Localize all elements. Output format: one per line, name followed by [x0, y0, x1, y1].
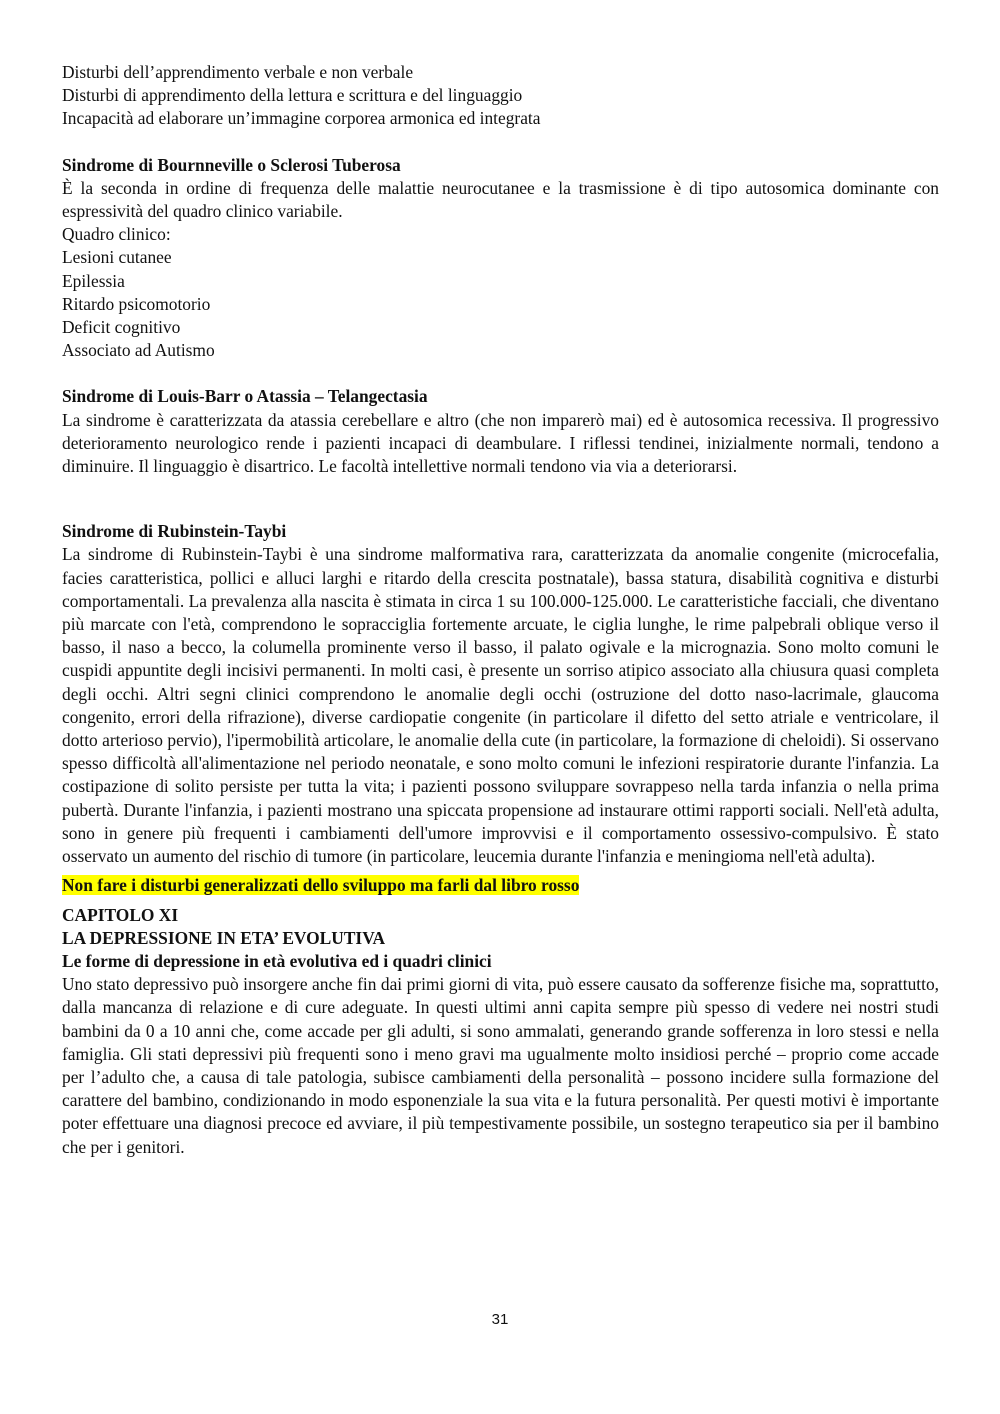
list-item: Associato ad Autismo: [62, 340, 215, 361]
list-item: Disturbi di apprendimento della lettura e scrittura e del linguaggio: [62, 85, 523, 106]
list-item: Deficit cognitivo: [62, 317, 181, 338]
section-heading: Sindrome di Bournneville o Sclerosi Tuberosa: [62, 154, 401, 175]
section-bourneville: [62, 154, 939, 363]
highlighted-note: Non fare i disturbi generalizzati dello sviluppo ma farli dal libro rosso: [62, 875, 580, 896]
page-number: 31: [491, 1311, 509, 1328]
section-chapter-xi: [62, 904, 939, 1159]
list-item: Lesioni cutanee: [62, 247, 172, 268]
section-heading: Sindrome di Rubinstein-Taybi: [62, 521, 287, 542]
section-heading: Sindrome di Louis-Barr o Atassia – Telangectasia: [62, 386, 428, 407]
list-item: Disturbi dell’apprendimento verbale e non verbale: [62, 62, 414, 82]
section-louis-barr: [62, 385, 939, 478]
section-paragraph: Uno stato depressivo può insorgere anche fin dai primi giorni di vita, può essere causato da sofferenze fisiche ma, soprattutto, dalla mancanza di relazione e di cure adeguate. In questi ultimi anni capita sempre più spesso di vedere nei nostri studi bambini da 0 a 10 anni che, come accade per gli adulti, si sono ammalati, generando grande sofferenza in loro stessi e nella famiglia. Gli stati depressivi più frequenti sono i meno gravi ma ugualmente molto insidiosi perché – proprio come accade per l’adulto che, a causa di tale patologia, subisce cambiamenti della personalità – possono incidere sulla formazione del carattere del bambino, condizionando in modo esponenziale la sua vita e la futura personalità. Per questi motivi è importante poter effettuare una diagnosi precoce ed avviare, il più tempestivamente possibile, un sostegno terapeutico sia per il bambino che per i genitori.: [62, 974, 939, 1157]
section-paragraph: La sindrome è caratterizzata da atassia cerebellare e altro (che non imparerò mai) ed è autosomica recessiva. Il progressivo deterioramento neurologico rende i pazienti incapaci di deambulare. I riflessi tendinei, inizialmente normali, tendono a diminuire. Il linguaggio è disartrico. Le facoltà intellettive normali tendono via via a deteriorarsi.: [62, 409, 939, 477]
chapter-title: LA DEPRESSIONE IN ETA’ EVOLUTIVA: [62, 927, 386, 948]
intro-list: [62, 61, 939, 131]
chapter-subtitle: Le forme di depressione in età evolutiva ed i quadri clinici: [62, 950, 492, 971]
clinical-label: Quadro clinico:: [62, 224, 171, 245]
list-item: Incapacità ad elaborare un’immagine corporea armonica ed integrata: [62, 108, 541, 129]
list-item: Epilessia: [62, 270, 125, 291]
section-paragraph: La sindrome di Rubinstein-Taybi è una sindrome malformativa rara, caratterizzata da anomalie congenite (microcefalia, facies caratteristica, pollici e alluci larghi e ritardo della crescita postnatale), bassa statura, disabilità cognitiva e disturbi comportamentali. La prevalenza alla nascita è stimata in circa 1 su 100.000-125.000. Le caratteristiche facciali, che diventano più marcate con l'età, comprendono le sopracciglia fortemente arcuate, le ciglia lunghe, le rime palpebrali oblique verso il basso, il naso a becco, la columella prominente verso il basso, il palato ogivale e la micrognazia. Sono molto comuni le cuspidi appuntite degli incisivi permanenti. In molti casi, è presente un sorriso atipico associato alla chiusura quasi completa degli occhi. Altri segni clinici comprendono le anomalie degli occhi (ostruzione del dotto naso-lacrimale, glaucoma congenito, errori della rifrazione), diverse cardiopatie congenite (in particolare il difetto del setto atriale e ventricolare, il dotto arterioso pervio), l'ipermobilità articolare, le anomalie della cute (in particolare, la formazione di cheloidi). Si osservano spesso difficoltà all'alimentazione nel periodo neonatale, e sono molto comuni le infezioni respiratorie durante l'infanzia. La costipazione di solito persiste per tutta la vita; i pazienti possono sviluppare sovrappeso nella tarda infanzia o nella prima pubertà. Durante l'infanzia, i pazienti mostrano una spiccata propensione ad instaurare ottimi rapporti sociali. Nell'età adulta, sono in genere più frequenti i cambiamenti dell'umore improvvisi e il comportamento ossessivo-compulsivo. È stato osservato un aumento del rischio di tumore (in particolare, leucemia durante l'infanzia e meningioma nell'età adulta).: [62, 544, 939, 867]
section-rubinstein: [62, 520, 939, 868]
document-page: [62, 61, 939, 1159]
chapter-number: CAPITOLO XI: [62, 904, 179, 925]
highlight-note-row: [62, 874, 939, 897]
section-paragraph: È la seconda in ordine di frequenza delle malattie neurocutanee e la trasmissione è di tipo autosomica dominante con espressività del quadro clinico variabile.: [62, 177, 939, 222]
list-item: Ritardo psicomotorio: [62, 293, 211, 314]
